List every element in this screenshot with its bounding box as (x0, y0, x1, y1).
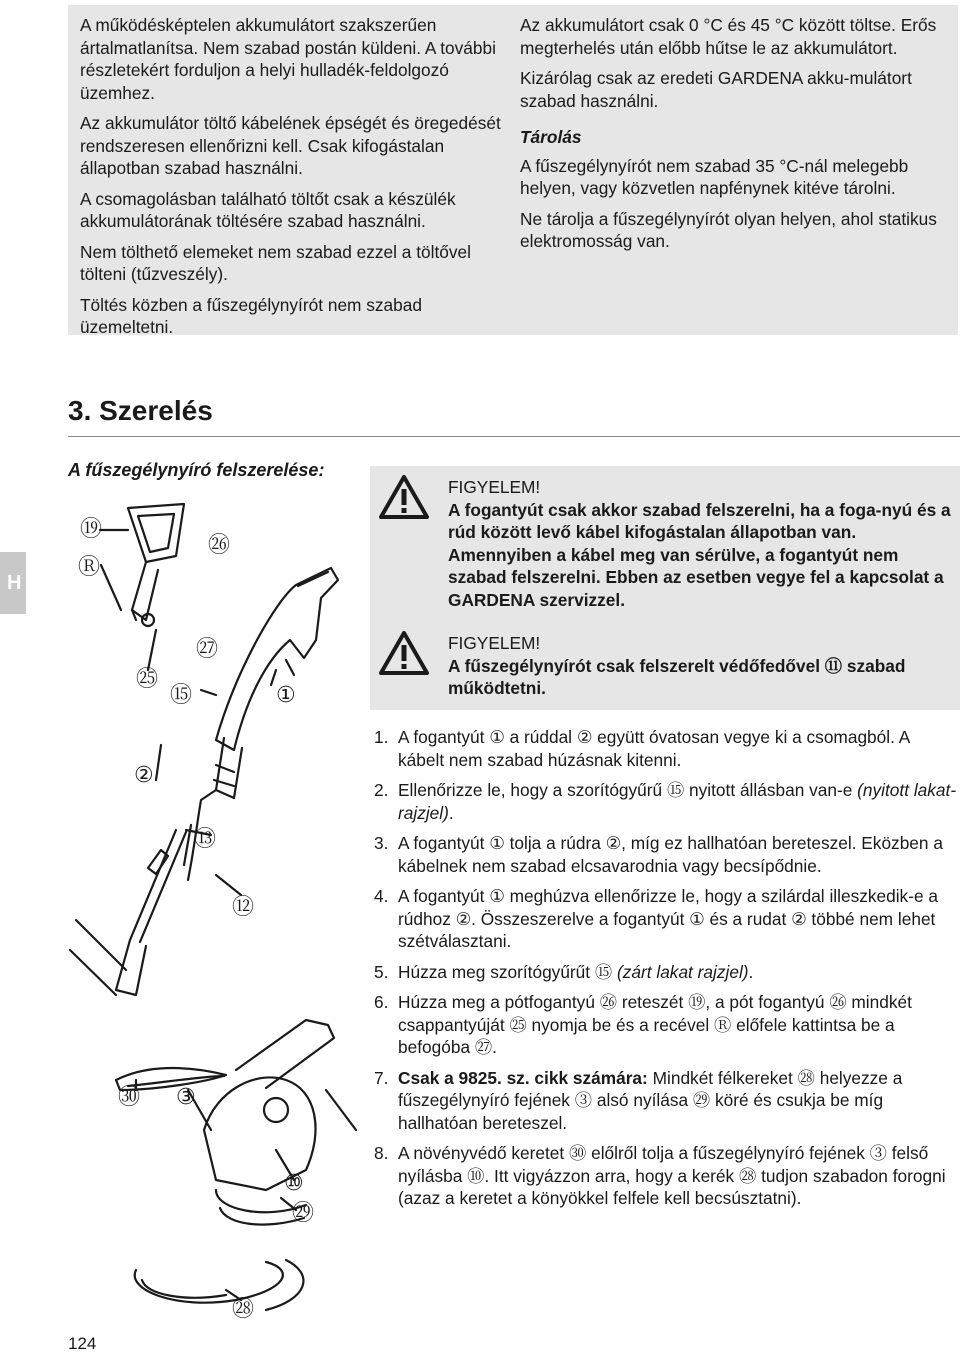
callout-3: ③ (176, 1085, 196, 1110)
step-number: 4. (374, 886, 389, 906)
step-text: Húzza meg szorítógyűrűt ⑮ (398, 961, 617, 982)
callout-25: ㉕ (136, 667, 159, 692)
step-number: 7. (374, 1067, 389, 1088)
warning-text: A fogantyút csak akkor szabad felszerelni, ha a foga-nyú és a rúd között levő kábel kifogástalan állapotban van. Amennyiben a kábel meg van sérülve, a fogantyút nem szabad felszerelni. Ebben az esetben vegye fel a kapcsolat a GARDENA szervizzel. (448, 499, 951, 610)
step-number: 6. (374, 992, 389, 1012)
warning-title: FIGYELEM! (448, 477, 541, 497)
info-paragraph: A fűszegélynyírót nem szabad 35 °C-nál melegebb helyen, vagy közvetlen napfénynek kitéve tárolni. (520, 155, 909, 198)
wheel-halves-drawing (135, 1260, 304, 1310)
info-paragraph: Az akkumulátort csak 0 °C és 45 °C között töltse. Erős megterhelés után előbb hűtse le az akkumulátort. (520, 15, 937, 58)
callout-27: ㉗ (196, 637, 219, 662)
warning-2 (448, 632, 958, 700)
language-tab (0, 552, 26, 614)
assembly-step (374, 961, 960, 984)
step-number: 2. (374, 780, 389, 800)
info-left-column (80, 14, 505, 347)
step-text: A növényvédő keretet ㉚ előlről tolja a fűszegélynyíró fejének ③ felső nyílásba ⑩. Itt vigyázzon arra, hogy a kerék ㉘ tudjon szabadon forogni (azaz a keretet a könyökkel felfele kell becsúsztatni). (398, 1143, 946, 1208)
step-text: Ellenőrizze le, hogy a szorítógyűrű ⑮ nyitott állásban van-e (398, 780, 858, 800)
step-text: A fogantyút ① a rúddal ② együtt óvatosan vegye ki a csomagból. A kábelt nem szabad húzásnak kitenni. (398, 727, 910, 770)
assembly-step (374, 1067, 960, 1135)
info-right-column (520, 14, 950, 261)
step-number: 8. (374, 1143, 389, 1163)
callout-2: ② (134, 763, 154, 788)
info-paragraph: Kizárólag csak az eredeti GARDENA akku-mulátort szabad használni. (520, 68, 912, 111)
warning-triangle-icon (378, 630, 430, 676)
step-text: . (748, 961, 754, 982)
info-paragraph: Töltés közben a fűszegélynyírót nem szabad üzemeltetni. (80, 294, 422, 337)
step-number: 5. (374, 961, 389, 982)
info-paragraph: A működésképtelen akkumulátort szakszerűen ártalmatlanítsa. Nem szabad postán küldeni. A további részletekért forduljon a helyi hulladék-feldolgozó üzemhez. (80, 15, 496, 103)
assembly-step (374, 726, 960, 771)
section-divider (68, 436, 960, 437)
callout-28: ㉘ (232, 1297, 255, 1320)
callout-R: Ⓡ (78, 555, 101, 580)
step-text: A fogantyút ① meghúzva ellenőrizze le, hogy a szilárdal illeszkedik-e a rúdhoz ②. Összeszerelve a fogantyút ① és a rudat ② többé nem lehet szétválasztani. (398, 886, 938, 951)
assembly-steps (374, 726, 960, 1218)
assembly-step (374, 991, 960, 1059)
callout-1: ① (276, 683, 296, 708)
assembly-step (374, 885, 960, 953)
auxiliary-handle-drawing (128, 504, 184, 626)
info-paragraph: Ne tárolja a fűszegélynyírót olyan helyen, ahol statikus elektromosság van. (520, 208, 937, 251)
storage-heading: Tárolás (520, 127, 582, 147)
step-text: (zárt lakat rajzjel) (616, 961, 749, 982)
assembly-step (374, 1142, 960, 1210)
step-text: Csak a 9825. sz. cikk számára: (398, 1067, 648, 1088)
callout-30: ㉚ (118, 1085, 141, 1110)
info-paragraph: Nem tölthető elemeket nem szabad ezzel a töltővel tölteni (tűzveszély). (80, 241, 471, 284)
callout-26: ㉖ (208, 533, 231, 558)
section-title: 3. Szerelés (68, 395, 213, 426)
step-text: A fogantyút ① tolja a rúdra ②, míg ez hallhatóan bereteszel. Eközben a kábelnek nem szabad elcsavarodnia vagy becsípődnie. (398, 833, 943, 876)
trimmer-assembly-illustration (66, 490, 366, 1320)
step-number: 3. (374, 833, 389, 853)
assembly-step (374, 832, 960, 877)
warning-1 (448, 476, 958, 611)
callout-13: ⑬ (194, 827, 217, 852)
step-text: Mindkét félkereket ㉘ helyezze a fűszegélynyíró fejének ③ alsó nyílása ㉙ köré és csukja be míg hallhatóan bereteszel. (398, 1067, 903, 1133)
warning-text: A fűszegélynyírót csak felszerelt védőfedővel ⑪ szabad működtetni. (448, 655, 906, 698)
warning-title: FIGYELEM! (448, 633, 541, 653)
step-number: 1. (374, 727, 389, 747)
info-paragraph: Az akkumulátor töltő kábelének épségét és öregedését rendszeresen ellenőrizni kell. Csak kifogástalan állapotban szabad használni. (80, 113, 501, 178)
step-text: Húzza meg a pótfogantyú ㉖ reteszét ⑲, a pót fogantyú ㉖ mindkét csappantyúját ㉕ nyomja be és a recével Ⓡ előfele kattintsa be a befogóba ㉗. (398, 992, 912, 1057)
trimmer-head-drawing (204, 1020, 356, 1225)
callout-12: ⑫ (232, 895, 255, 920)
warning-triangle-icon (378, 474, 430, 520)
callout-10: ⑩ (284, 1171, 304, 1196)
callout-29: ㉙ (292, 1201, 315, 1226)
step-text: (nyitott lakat-rajzjel) (398, 780, 957, 823)
info-paragraph: A csomagolásban található töltőt csak a készülék akkumulátorának töltésére szabad használni. (80, 188, 456, 231)
callout-19: ⑲ (80, 517, 103, 542)
step-text: . (448, 802, 454, 823)
language-tab-label: H (7, 572, 22, 594)
callout-15: ⑮ (170, 683, 193, 708)
pole-drawing (70, 790, 216, 995)
subsection-title: A fűszegélynyíró felszerelése: (68, 460, 325, 480)
page-number: 124 (68, 1334, 97, 1353)
assembly-step (374, 779, 960, 824)
